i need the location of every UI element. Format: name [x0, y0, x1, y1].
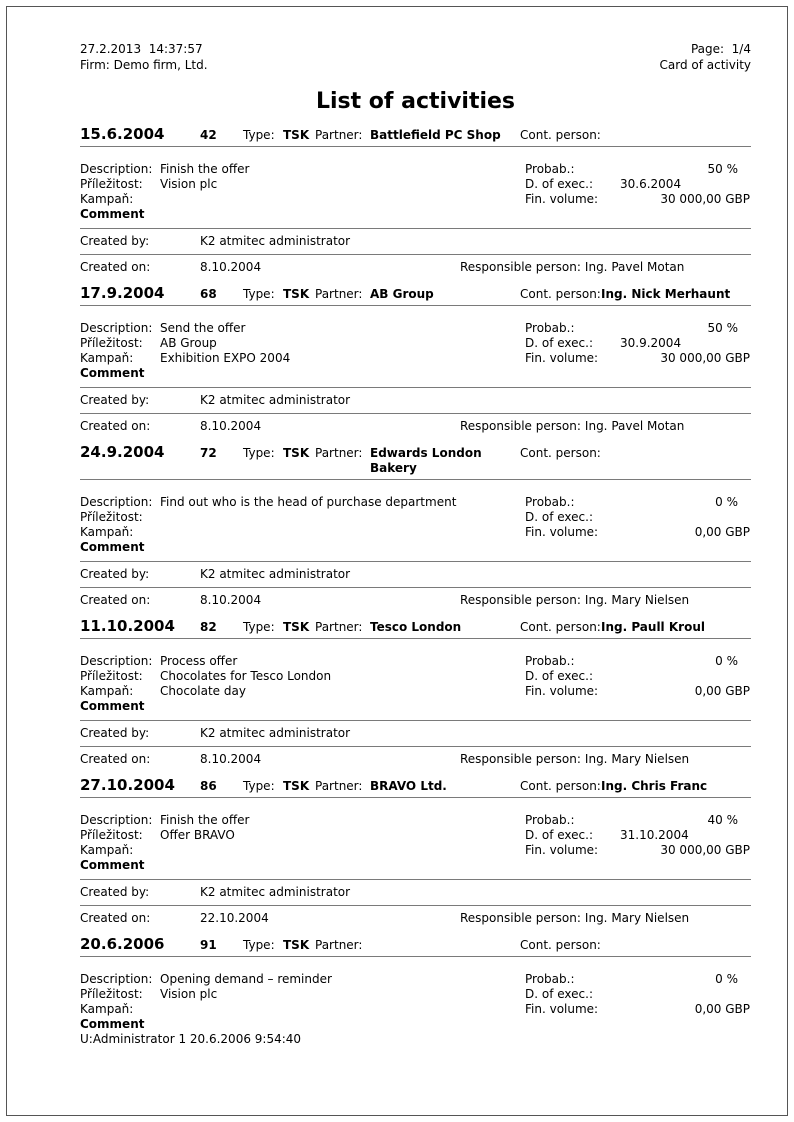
type-value: TSK — [283, 938, 310, 952]
cont-person-label: Cont. person: — [520, 446, 601, 460]
report-header-right — [660, 41, 752, 73]
comment-label: Comment — [80, 1017, 145, 1031]
partner-label: Partner: — [315, 446, 363, 460]
activity-footer — [80, 387, 751, 436]
responsible-person-label: Responsible person: — [460, 593, 581, 607]
probability-value: 50 % — [707, 162, 738, 176]
detail-right — [525, 813, 750, 858]
opportunity-value: Vision plc — [160, 987, 218, 1001]
fin-volume-row — [525, 843, 750, 858]
created-on-value: 8.10.2004 — [200, 593, 262, 607]
report-title: List of activities — [315, 89, 516, 114]
created-on-value: 22.10.2004 — [200, 911, 269, 925]
date-of-exec-label: D. of exec.: — [525, 177, 593, 191]
comment-label: Comment — [80, 540, 145, 554]
opportunity-value — [160, 510, 525, 525]
opportunity-value: AB Group — [160, 336, 217, 350]
opportunity-row — [80, 177, 525, 192]
probability-value: 0 % — [715, 495, 738, 509]
description-label: Description: — [80, 813, 153, 827]
campaign-row — [80, 351, 525, 366]
activity-date: 27.10.2004 — [80, 776, 175, 794]
partner-value: Tesco London — [370, 620, 462, 634]
created-by-label: Created by: — [80, 234, 150, 248]
fin-volume-value: 0,00 GBP — [694, 684, 750, 698]
activities-list — [80, 127, 751, 1047]
description-label: Description: — [80, 162, 153, 176]
date-of-exec-value: 30.9.2004 — [620, 336, 682, 350]
created-by-row — [80, 721, 751, 743]
detail-right — [525, 321, 750, 366]
created-by-row — [80, 880, 751, 902]
detail-right — [525, 495, 750, 540]
activity-entry — [80, 937, 751, 1047]
opportunity-label: Příležitost: — [80, 510, 143, 524]
description-row — [80, 654, 525, 669]
date-of-exec-row — [525, 828, 750, 843]
partner-label: Partner: — [315, 938, 363, 952]
probability-value: 0 % — [715, 654, 738, 668]
cont-person-label: Cont. person: — [520, 128, 601, 142]
activity-number: 91 — [200, 938, 217, 952]
campaign-value — [160, 525, 525, 540]
opportunity-label: Příležitost: — [80, 828, 143, 842]
activity-entry — [80, 445, 751, 610]
date-of-exec-value — [620, 510, 750, 525]
activity-number: 82 — [200, 620, 217, 634]
fin-volume-row — [525, 525, 750, 540]
campaign-row — [80, 684, 525, 699]
date-of-exec-row — [525, 987, 750, 1002]
divider — [80, 956, 751, 957]
cont-person-value: Ing. Paull Kroul — [601, 620, 705, 634]
activity-number: 68 — [200, 287, 217, 301]
probability-label: Probab.: — [525, 972, 575, 986]
created-on-label: Created on: — [80, 419, 151, 433]
description-value: Send the offer — [160, 321, 246, 335]
activity-number: 72 — [200, 446, 217, 460]
date-of-exec-row — [525, 336, 750, 351]
activity-number: 42 — [200, 128, 217, 142]
responsible-person — [460, 593, 751, 607]
date-of-exec-row — [525, 510, 750, 525]
detail-right — [525, 162, 750, 207]
cont-person-label: Cont. person: — [520, 287, 601, 301]
opportunity-row — [80, 669, 525, 684]
opportunity-value: Offer BRAVO — [160, 828, 235, 842]
campaign-label: Kampaň: — [80, 843, 134, 857]
description-label: Description: — [80, 654, 153, 668]
created-on-label: Created on: — [80, 593, 151, 607]
campaign-label: Kampaň: — [80, 351, 134, 365]
opportunity-label: Příležitost: — [80, 669, 143, 683]
opportunity-value: Vision plc — [160, 177, 218, 191]
campaign-row — [80, 192, 525, 207]
probability-row — [525, 495, 750, 510]
partner-label: Partner: — [315, 128, 363, 142]
created-on-row — [80, 588, 751, 610]
activity-footer — [80, 720, 751, 769]
opportunity-value: Chocolates for Tesco London — [160, 669, 332, 683]
cont-person-value: Ing. Nick Merhaunt — [601, 287, 731, 301]
activity-header — [80, 778, 751, 794]
created-by-label: Created by: — [80, 885, 150, 899]
fin-volume-row — [525, 192, 750, 207]
fin-volume-row — [525, 351, 750, 366]
fin-volume-value: 0,00 GBP — [694, 1002, 750, 1016]
activity-number: 86 — [200, 779, 217, 793]
partner-value: Edwards London Bakery — [370, 446, 482, 475]
description-row — [80, 972, 525, 987]
opportunity-row — [80, 828, 525, 843]
type-value: TSK — [283, 446, 310, 460]
activity-entry — [80, 778, 751, 928]
activity-footer — [80, 879, 751, 928]
opportunity-row — [80, 987, 525, 1002]
created-on-label: Created on: — [80, 911, 151, 925]
fin-volume-row — [525, 1002, 750, 1017]
probability-label: Probab.: — [525, 813, 575, 827]
probability-value: 40 % — [707, 813, 738, 827]
campaign-label: Kampaň: — [80, 1002, 134, 1016]
divider — [80, 638, 751, 639]
cont-person-value: Ing. Chris Franc — [601, 779, 708, 793]
comment-label: Comment — [80, 858, 145, 872]
responsible-person-label: Responsible person: — [460, 419, 581, 433]
campaign-label: Kampaň: — [80, 684, 134, 698]
description-label: Description: — [80, 972, 153, 986]
activity-header — [80, 619, 751, 635]
date-of-exec-label: D. of exec.: — [525, 669, 593, 683]
activity-detail — [80, 162, 751, 207]
probability-row — [525, 972, 750, 987]
type-label: Type: — [243, 287, 275, 301]
created-on-value: 8.10.2004 — [200, 260, 262, 274]
detail-left — [80, 162, 525, 207]
date-of-exec-label: D. of exec.: — [525, 987, 593, 1001]
detail-right — [525, 972, 750, 1017]
activity-header — [80, 286, 751, 302]
date-of-exec-label: D. of exec.: — [525, 336, 593, 350]
report-datetime: 27.2.2013 14:37:57 — [80, 42, 203, 56]
created-by-value: K2 atmitec administrator — [200, 726, 351, 740]
created-by-row — [80, 229, 751, 251]
fin-volume-label: Fin. volume: — [525, 192, 599, 206]
date-of-exec-value: 30.6.2004 — [620, 177, 682, 191]
activity-detail — [80, 654, 751, 699]
created-by-label: Created by: — [80, 393, 150, 407]
campaign-row — [80, 525, 525, 540]
partner-value: Battlefield PC Shop — [370, 128, 501, 142]
activity-date: 15.6.2004 — [80, 125, 165, 143]
date-of-exec-row — [525, 669, 750, 684]
activity-entry — [80, 286, 751, 436]
opportunity-row — [80, 336, 525, 351]
created-by-row — [80, 562, 751, 584]
detail-left — [80, 321, 525, 366]
responsible-person-value: Ing. Pavel Motan — [584, 260, 685, 274]
responsible-person-label: Responsible person: — [460, 911, 581, 925]
fin-volume-value: 0,00 GBP — [694, 525, 750, 539]
description-value: Finish the offer — [160, 162, 250, 176]
comment-label: Comment — [80, 207, 145, 221]
fin-volume-label: Fin. volume: — [525, 1002, 599, 1016]
activity-detail — [80, 972, 751, 1017]
description-row — [80, 162, 525, 177]
activity-entry — [80, 127, 751, 277]
activity-header — [80, 445, 751, 476]
type-value: TSK — [283, 287, 310, 301]
activity-footer — [80, 228, 751, 277]
probability-value: 50 % — [707, 321, 738, 335]
campaign-row — [80, 843, 525, 858]
page-number: Page: 1/4 — [690, 42, 751, 56]
description-value: Process offer — [160, 654, 238, 668]
activity-date: 24.9.2004 — [80, 443, 165, 461]
report-header — [80, 41, 751, 73]
divider — [80, 479, 751, 480]
date-of-exec-label: D. of exec.: — [525, 510, 593, 524]
divider — [80, 146, 751, 147]
comment-label: Comment — [80, 366, 145, 380]
created-on-label: Created on: — [80, 752, 151, 766]
campaign-value: Chocolate day — [160, 684, 246, 698]
date-of-exec-value — [620, 987, 750, 1002]
opportunity-row — [80, 510, 525, 525]
campaign-row — [80, 1002, 525, 1017]
comment-text: U:Administrator 1 20.6.2006 9:54:40 — [80, 1032, 302, 1046]
detail-left — [80, 654, 525, 699]
responsible-person-value: Ing. Mary Nielsen — [584, 911, 690, 925]
cont-person-label: Cont. person: — [520, 938, 601, 952]
report-header-left — [80, 41, 208, 73]
partner-value: BRAVO Ltd. — [370, 779, 447, 793]
probability-label: Probab.: — [525, 321, 575, 335]
created-by-value: K2 atmitec administrator — [200, 393, 351, 407]
opportunity-label: Příležitost: — [80, 336, 143, 350]
created-on-row — [80, 906, 751, 928]
type-value: TSK — [283, 620, 310, 634]
campaign-value — [160, 192, 525, 207]
detail-right — [525, 654, 750, 699]
partner-label: Partner: — [315, 287, 363, 301]
probability-label: Probab.: — [525, 495, 575, 509]
activity-date: 20.6.2006 — [80, 935, 165, 953]
created-by-row — [80, 388, 751, 410]
responsible-person — [460, 911, 751, 925]
type-label: Type: — [243, 779, 275, 793]
campaign-value — [160, 843, 525, 858]
responsible-person-value: Ing. Mary Nielsen — [584, 752, 690, 766]
created-by-value: K2 atmitec administrator — [200, 567, 351, 581]
description-value: Find out who is the head of purchase department — [160, 495, 457, 509]
report-type: Card of activity — [659, 58, 751, 72]
activity-detail — [80, 813, 751, 858]
created-on-label: Created on: — [80, 260, 151, 274]
created-by-value: K2 atmitec administrator — [200, 234, 351, 248]
divider — [80, 797, 751, 798]
type-label: Type: — [243, 938, 275, 952]
probability-row — [525, 162, 750, 177]
activity-footer — [80, 561, 751, 610]
probability-label: Probab.: — [525, 162, 575, 176]
description-label: Description: — [80, 321, 153, 335]
campaign-value — [160, 1002, 525, 1017]
fin-volume-value: 30 000,00 GBP — [660, 192, 750, 206]
responsible-person — [460, 752, 751, 766]
type-label: Type: — [243, 446, 275, 460]
activity-header — [80, 127, 751, 143]
probability-label: Probab.: — [525, 654, 575, 668]
cont-person-label: Cont. person: — [520, 620, 601, 634]
fin-volume-label: Fin. volume: — [525, 525, 599, 539]
date-of-exec-value — [620, 669, 750, 684]
opportunity-label: Příležitost: — [80, 987, 143, 1001]
type-value: TSK — [283, 779, 310, 793]
responsible-person — [460, 419, 751, 433]
created-by-value: K2 atmitec administrator — [200, 885, 351, 899]
activity-detail — [80, 495, 751, 540]
activity-date: 17.9.2004 — [80, 284, 165, 302]
type-label: Type: — [243, 620, 275, 634]
created-by-label: Created by: — [80, 726, 150, 740]
created-on-row — [80, 747, 751, 769]
fin-volume-row — [525, 684, 750, 699]
cont-person-label: Cont. person: — [520, 779, 601, 793]
detail-left — [80, 972, 525, 1017]
probability-row — [525, 654, 750, 669]
responsible-person-value: Ing. Mary Nielsen — [584, 593, 690, 607]
report-firm: Firm: Demo firm, Ltd. — [80, 58, 208, 72]
partner-label: Partner: — [315, 620, 363, 634]
created-on-value: 8.10.2004 — [200, 752, 262, 766]
partner-label: Partner: — [315, 779, 363, 793]
divider — [80, 305, 751, 306]
campaign-value: Exhibition EXPO 2004 — [160, 351, 291, 365]
partner-value: AB Group — [370, 287, 434, 301]
probability-row — [525, 813, 750, 828]
responsible-person-label: Responsible person: — [460, 752, 581, 766]
opportunity-label: Příležitost: — [80, 177, 143, 191]
description-value: Opening demand – reminder — [160, 972, 332, 986]
campaign-label: Kampaň: — [80, 525, 134, 539]
fin-volume-value: 30 000,00 GBP — [660, 351, 750, 365]
description-label: Description: — [80, 495, 153, 509]
date-of-exec-value: 31.10.2004 — [620, 828, 689, 842]
type-value: TSK — [283, 128, 310, 142]
fin-volume-label: Fin. volume: — [525, 843, 599, 857]
detail-left — [80, 813, 525, 858]
description-row — [80, 321, 525, 336]
date-of-exec-row — [525, 177, 750, 192]
created-by-label: Created by: — [80, 567, 150, 581]
activity-header — [80, 937, 751, 953]
probability-row — [525, 321, 750, 336]
comment-label: Comment — [80, 699, 145, 713]
probability-value: 0 % — [715, 972, 738, 986]
responsible-person-label: Responsible person: — [460, 260, 581, 274]
activity-detail — [80, 321, 751, 366]
campaign-label: Kampaň: — [80, 192, 134, 206]
fin-volume-label: Fin. volume: — [525, 351, 599, 365]
responsible-person-value: Ing. Pavel Motan — [584, 419, 685, 433]
created-on-row — [80, 414, 751, 436]
type-label: Type: — [243, 128, 275, 142]
fin-volume-label: Fin. volume: — [525, 684, 599, 698]
detail-left — [80, 495, 525, 540]
activity-entry — [80, 619, 751, 769]
created-on-value: 8.10.2004 — [200, 419, 262, 433]
responsible-person — [460, 260, 751, 274]
description-row — [80, 495, 525, 510]
activity-date: 11.10.2004 — [80, 617, 175, 635]
report-page — [6, 6, 788, 1116]
created-on-row — [80, 255, 751, 277]
description-row — [80, 813, 525, 828]
date-of-exec-label: D. of exec.: — [525, 828, 593, 842]
fin-volume-value: 30 000,00 GBP — [660, 843, 750, 857]
description-value: Finish the offer — [160, 813, 250, 827]
